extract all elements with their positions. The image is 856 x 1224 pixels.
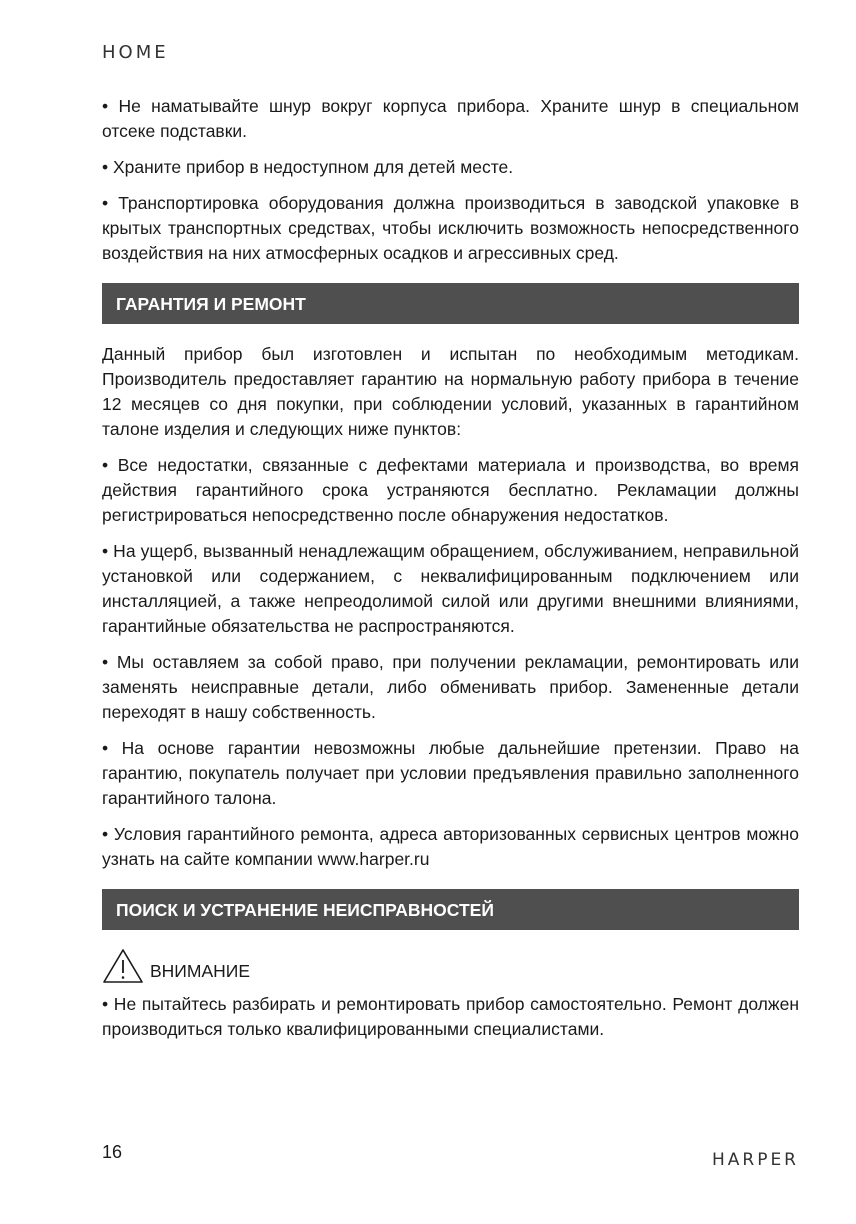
warranty-paragraph: • На ущерб, вызванный ненадлежащим обращением, обслуживанием, неправильной установкой или содержанием, с неквалифицированным подключением или инсталляцией, а также непреодолимой силой или другими внешними влияниями, гарантийные обязательства не распространяются. [102, 541, 799, 636]
warranty-paragraph: • На основе гарантии невозможны любые дальнейшие претензии. Право на гарантию, покупатель получает при условии предъявления правильно заполненного гарантийного талона. [102, 738, 799, 808]
warning-notice [102, 948, 799, 984]
troubleshooting-paragraph: • Не пытайтесь разбирать и ремонтировать прибор самостоятельно. Ремонт должен производиться только квалифицированными специалистами. [102, 994, 799, 1039]
intro-paragraph: • Храните прибор в недоступном для детей месте. [102, 157, 514, 177]
section-heading-warranty: ГАРАНТИЯ И РЕМОНТ [102, 283, 799, 324]
intro-paragraph: • Не наматывайте шнур вокруг корпуса прибора. Храните шнур в специальном отсеке подставки. [102, 96, 799, 141]
home-logo: HOME [102, 42, 169, 63]
section-heading-troubleshooting: ПОИСК И УСТРАНЕНИЕ НЕИСПРАВНОСТЕЙ [102, 889, 799, 930]
warranty-paragraph: Данный прибор был изготовлен и испытан по необходимым методикам. Производитель предоставляет гарантию на нормальную работу прибора в течение 12 месяцев со дня покупки, при соблюдении условий, указанных в гарантийном талоне изделия и следующих ниже пунктов: [102, 344, 799, 439]
warranty-paragraph: • Условия гарантийного ремонта, адреса авторизованных сервисных центров можно узнать на сайте компании www.harper.ru [102, 824, 799, 869]
page-number: 16 [102, 1142, 123, 1162]
brand-logo: HARPER [711, 1150, 799, 1170]
page-content [102, 94, 799, 1053]
warning-triangle-icon [102, 948, 144, 984]
intro-paragraph: • Транспортировка оборудования должна производиться в заводской упаковке в крытых транспортных средствах, чтобы исключить возможность непосредственного воздействия на них атмосферных осадков и агрессивных сред. [102, 193, 799, 263]
warranty-paragraph: • Мы оставляем за собой право, при получении рекламации, ремонтировать или заменять неисправные детали, либо обменивать прибор. Замененные детали переходят в нашу собственность. [102, 652, 799, 722]
warranty-paragraph: • Все недостатки, связанные с дефектами материала и производства, во время действия гарантийного срока устраняются бесплатно. Рекламации должны регистрироваться непосредственно после обнаружения недостатков. [102, 455, 799, 525]
warning-label: ВНИМАНИЕ [150, 961, 251, 981]
